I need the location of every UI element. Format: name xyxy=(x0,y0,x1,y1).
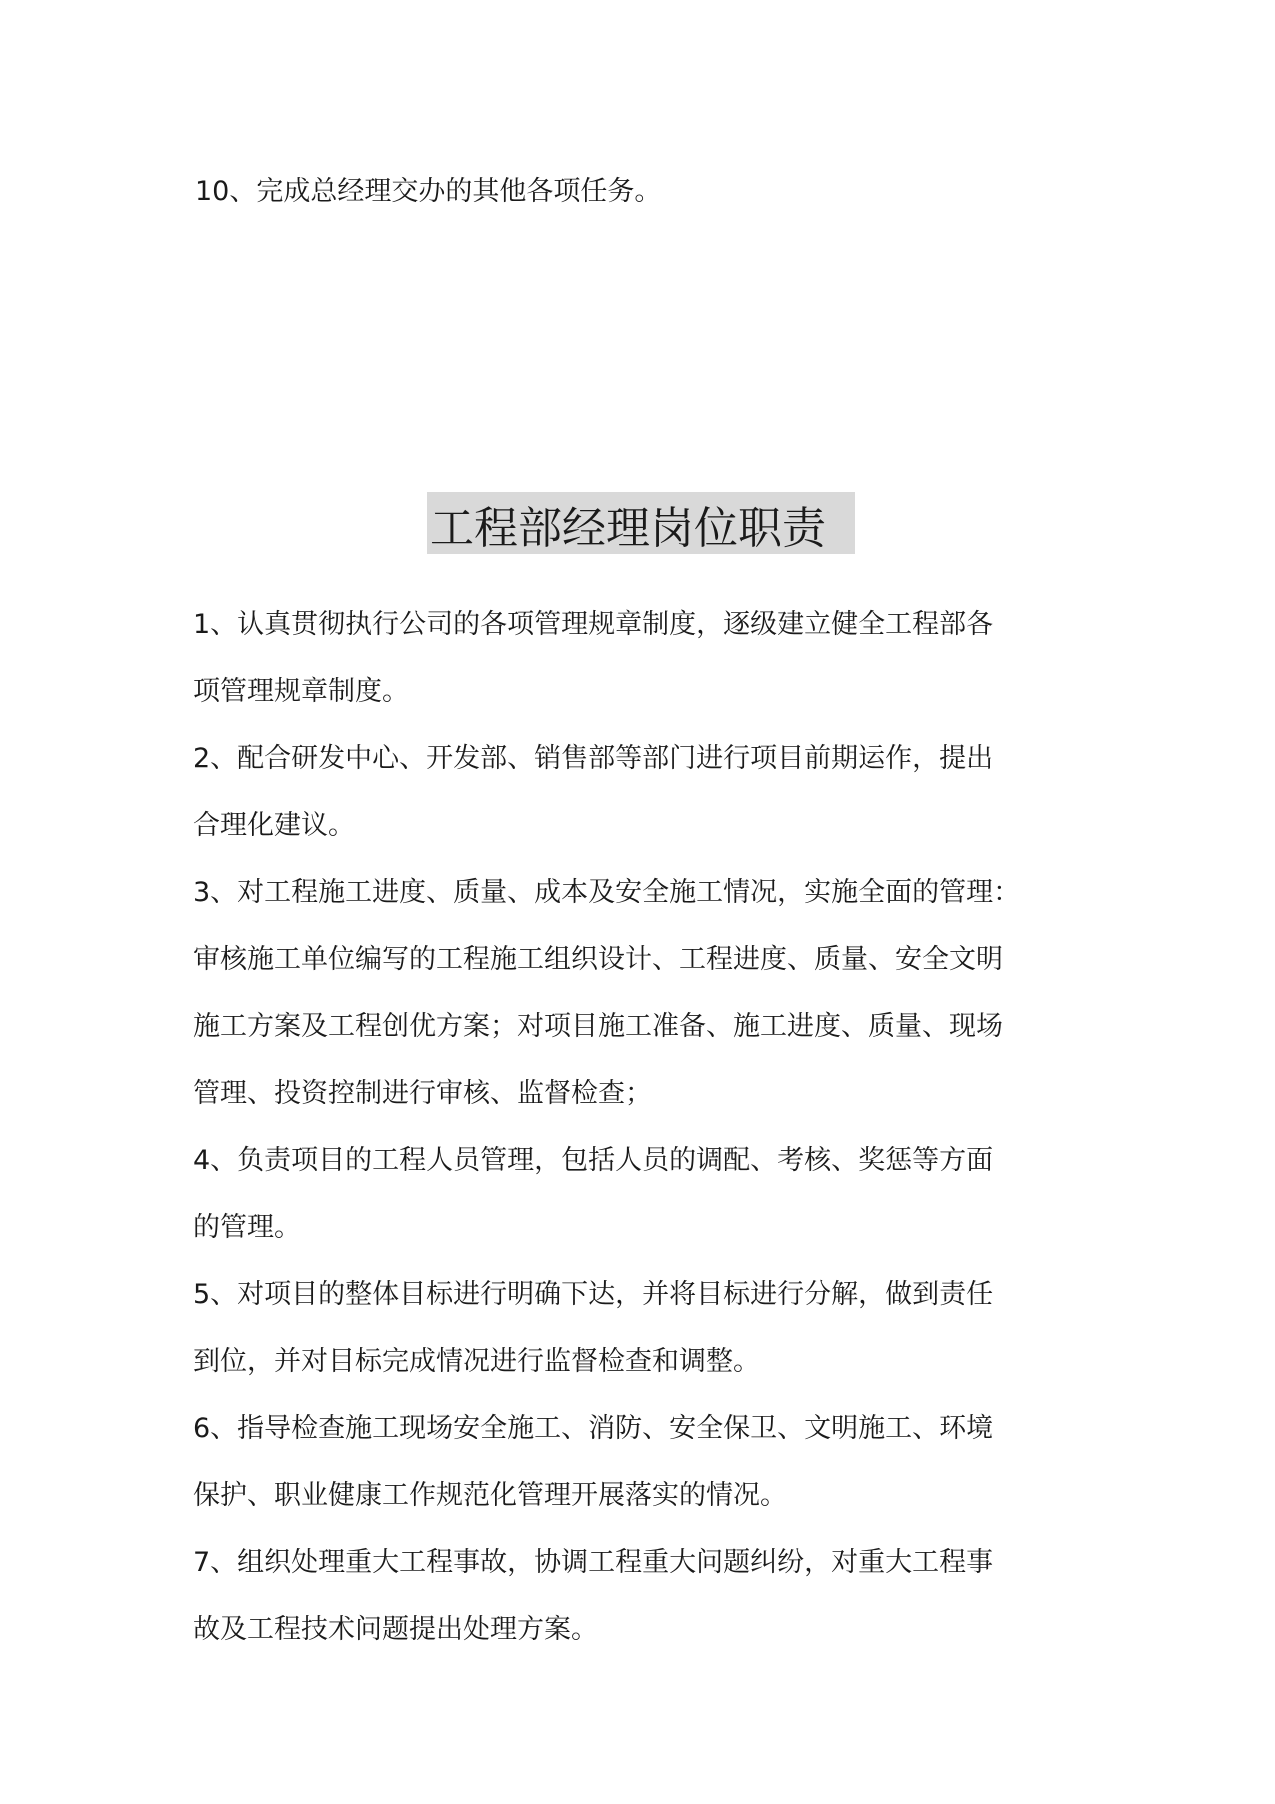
duty-1-line-2: 项管理规章制度。 xyxy=(193,676,409,707)
duty-4-line-1: 4、负责项目的工程人员管理，包括人员的调配、考核、奖惩等方面 xyxy=(193,1145,994,1176)
duty-2-line-1: 2、配合研发中心、开发部、销售部等部门进行项目前期运作，提出 xyxy=(193,743,994,774)
previous-duty-item-10: 10、完成总经理交办的其他各项任务。 xyxy=(195,176,662,207)
duty-1-line-1: 1、认真贯彻执行公司的各项管理规章制度，逐级建立健全工程部各 xyxy=(193,609,994,640)
duty-3-line-1: 3、对工程施工进度、质量、成本及安全施工情况，实施全面的管理： xyxy=(193,877,1021,908)
duty-6-line-1: 6、指导检查施工现场安全施工、消防、安全保卫、文明施工、环境 xyxy=(193,1413,994,1444)
section-title: 工程部经理岗位职责 xyxy=(430,503,826,554)
duty-5-line-1: 5、对项目的整体目标进行明确下达，并将目标进行分解，做到责任 xyxy=(193,1279,994,1310)
duty-2-line-2: 合理化建议。 xyxy=(193,810,355,841)
duty-7-line-1: 7、组织处理重大工程事故，协调工程重大问题纠纷，对重大工程事 xyxy=(193,1547,994,1578)
duty-5-line-2: 到位，并对目标完成情况进行监督检查和调整。 xyxy=(193,1346,760,1377)
duty-7-line-2: 故及工程技术问题提出处理方案。 xyxy=(193,1614,598,1645)
duty-6-line-2: 保护、职业健康工作规范化管理开展落实的情况。 xyxy=(193,1480,787,1511)
duty-3-line-3: 施工方案及工程创优方案；对项目施工准备、施工进度、质量、现场 xyxy=(193,1011,1003,1042)
duty-3-line-4: 管理、投资控制进行审核、监督检查； xyxy=(193,1078,652,1109)
duty-3-line-2: 审核施工单位编写的工程施工组织设计、工程进度、质量、安全文明 xyxy=(193,944,1003,975)
duty-4-line-2: 的管理。 xyxy=(193,1212,301,1243)
